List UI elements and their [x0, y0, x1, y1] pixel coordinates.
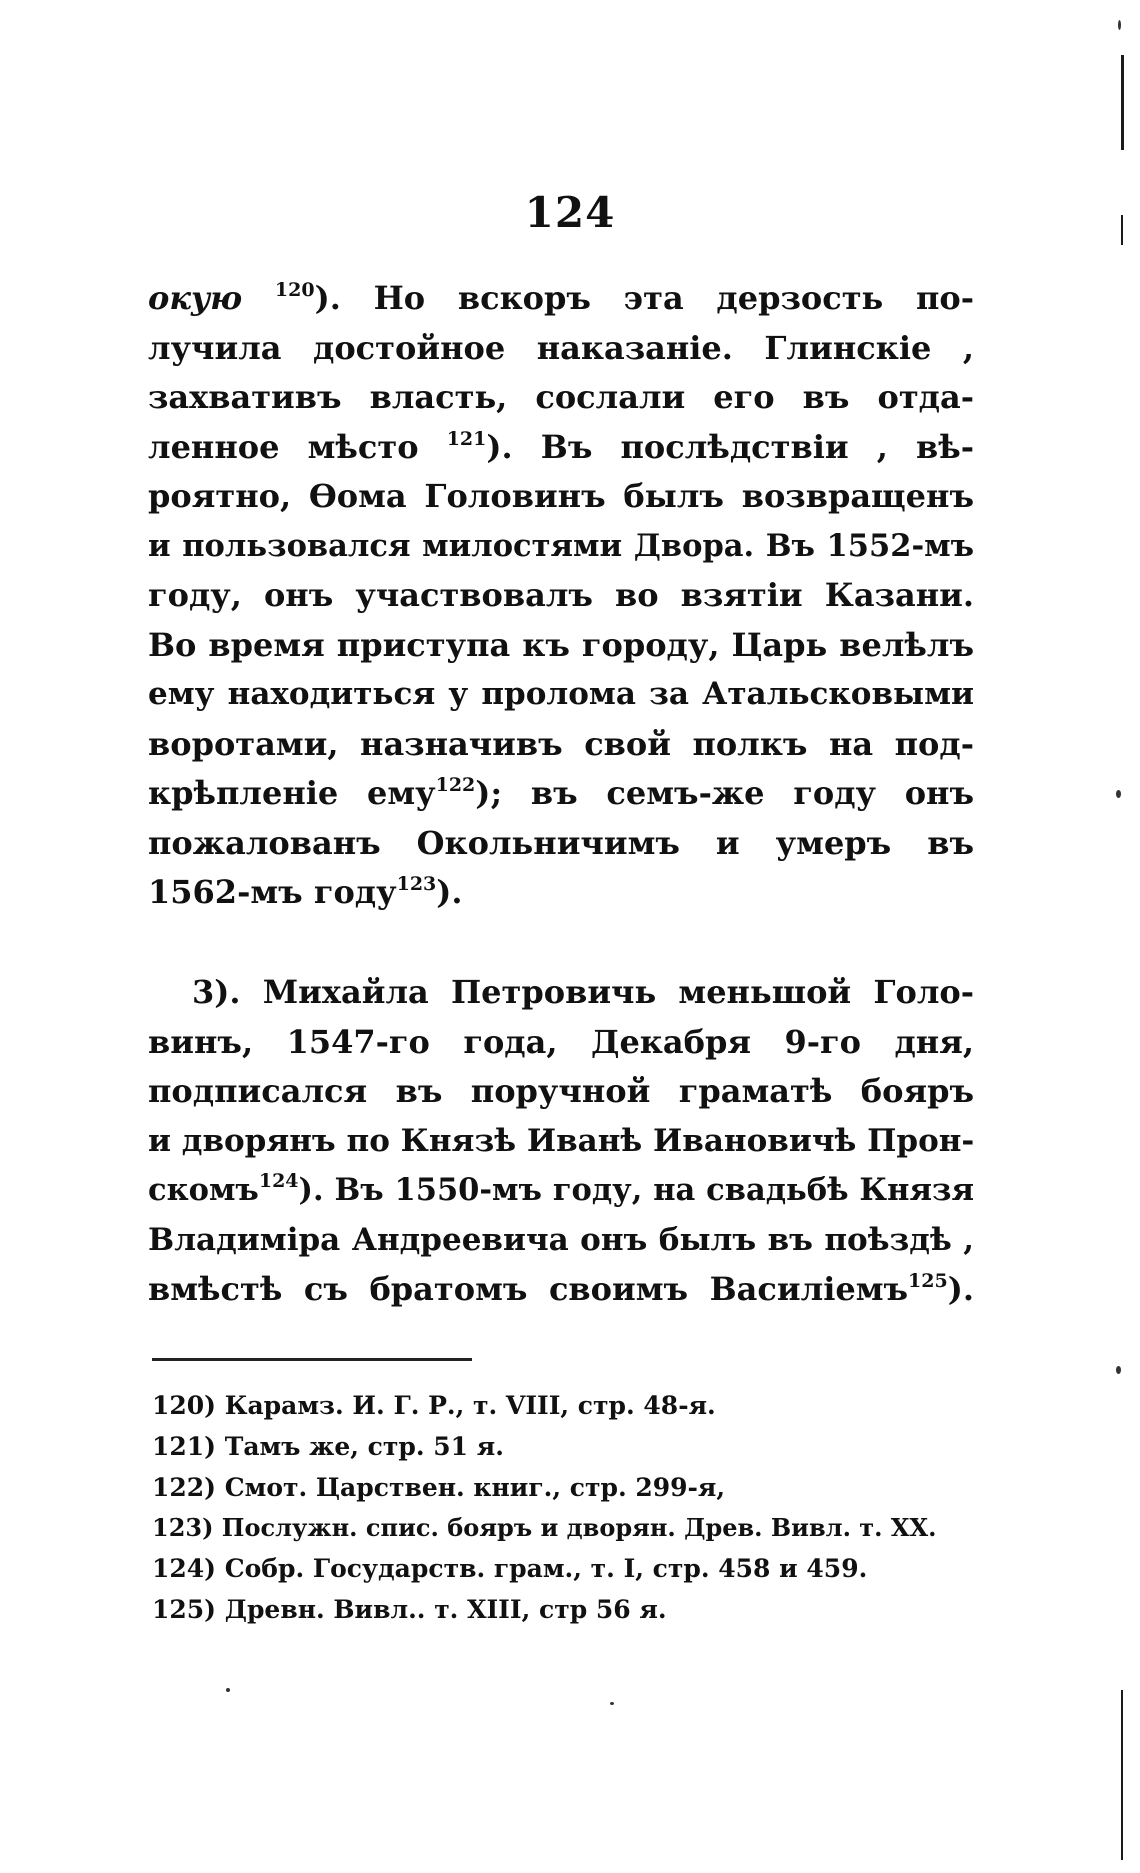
scan-speck	[1116, 790, 1121, 798]
text-line: году, онъ участвовалъ во взятіи Казани.	[148, 576, 974, 614]
text-span: ). Въ 1550-мъ году, на свадьбѣ Князя	[298, 1172, 974, 1208]
scan-edge-line	[1121, 55, 1124, 150]
text-line	[148, 1265, 974, 1315]
text-span: ).	[436, 873, 463, 911]
text-span: ).	[947, 1270, 974, 1308]
footnote-separator	[152, 1358, 472, 1361]
footnote: 124) Собр. Государств. грам., т. I, стр. 458 и 459.	[152, 1554, 868, 1584]
footnote: 122) Смот. Царствен. книг., стр. 299-я,	[152, 1472, 726, 1502]
footnotes	[152, 1386, 952, 1631]
text-line	[148, 274, 974, 324]
footnote: 120) Карамз. И. Г. Р., т. VIII, стр. 48-я.	[152, 1391, 716, 1420]
text-span: ленное мѣсто	[148, 427, 447, 466]
scan-speck	[1116, 1366, 1121, 1374]
scan-speck	[226, 1688, 230, 1692]
text-line: лучила достойное наказаніе. Глинскіе ,	[148, 328, 974, 367]
text-line	[148, 769, 974, 819]
text-span: скомъ	[148, 1172, 259, 1208]
scan-speck	[610, 1702, 614, 1705]
text-line: ему находиться у пролома за Атальсковыми	[148, 676, 974, 712]
text-line: воротами, назначивъ свой полкъ на под-	[148, 724, 974, 763]
footnote-ref: 122	[435, 774, 476, 796]
text-line: Владиміра Андреевича онъ былъ въ поѣздѣ ,	[148, 1221, 974, 1258]
paragraph-2	[148, 968, 974, 1315]
text-span: 1562-мъ году	[148, 873, 397, 911]
footnote: 121) Тамъ же, стр. 51 я.	[152, 1431, 504, 1461]
footnote: 123) Послужн. спис. бояръ и дворян. Древ. Вивл. т. XX.	[152, 1513, 937, 1543]
footnote-ref: 121	[446, 427, 487, 450]
scan-edge-line	[1121, 1690, 1123, 1860]
text-span: крѣпленіе ему	[148, 774, 436, 812]
scan-edge-line	[1121, 215, 1123, 245]
text-span: ). Въ послѣдствіи , вѣ-	[486, 427, 974, 466]
text-line: винъ, 1547-го года, Декабря 9-го дня,	[148, 1022, 974, 1061]
footnote: 125) Древн. Вивл.. т. XIII, стр 56 я.	[152, 1594, 667, 1624]
scan-speck	[1118, 20, 1121, 30]
text-span: ). Но вскоръ эта дерзость по-	[314, 279, 975, 317]
footnote-ref: 124	[258, 1170, 299, 1192]
text-line: и пользовался милостями Двора. Въ 1552-мъ	[148, 527, 974, 564]
text-line: и дворянъ по Князѣ Иванѣ Ивановичѣ Прон-	[148, 1122, 975, 1159]
footnote-ref: 123	[396, 873, 437, 895]
text-line	[148, 423, 974, 473]
paragraph-1	[148, 274, 974, 918]
text-line	[148, 868, 974, 918]
text-line: роятно, Ѳома Головинъ былъ возвращенъ	[148, 477, 974, 515]
text-line: 3). Михайла Петровичь меньшой Голо-	[192, 973, 974, 1011]
text-line: захвативъ власть, сослали его въ отда-	[148, 378, 974, 416]
text-line	[148, 1166, 974, 1216]
text-line: пожалованъ Окольничимъ и умеръ въ	[148, 823, 974, 862]
text-span: вмѣстѣ съ братомъ своимъ Василіемъ	[148, 1270, 909, 1308]
text-line: подписался въ поручной граматѣ бояръ	[148, 1072, 974, 1110]
footnote-ref: 120	[274, 279, 315, 301]
text-span: ); въ семъ-же году онъ	[475, 774, 975, 812]
page-number: 124	[524, 188, 616, 237]
text-line: Во время приступа къ городу, Царь велѣлъ	[148, 625, 974, 664]
italic-word: окую	[148, 279, 243, 317]
footnote-ref: 125	[908, 1270, 948, 1292]
